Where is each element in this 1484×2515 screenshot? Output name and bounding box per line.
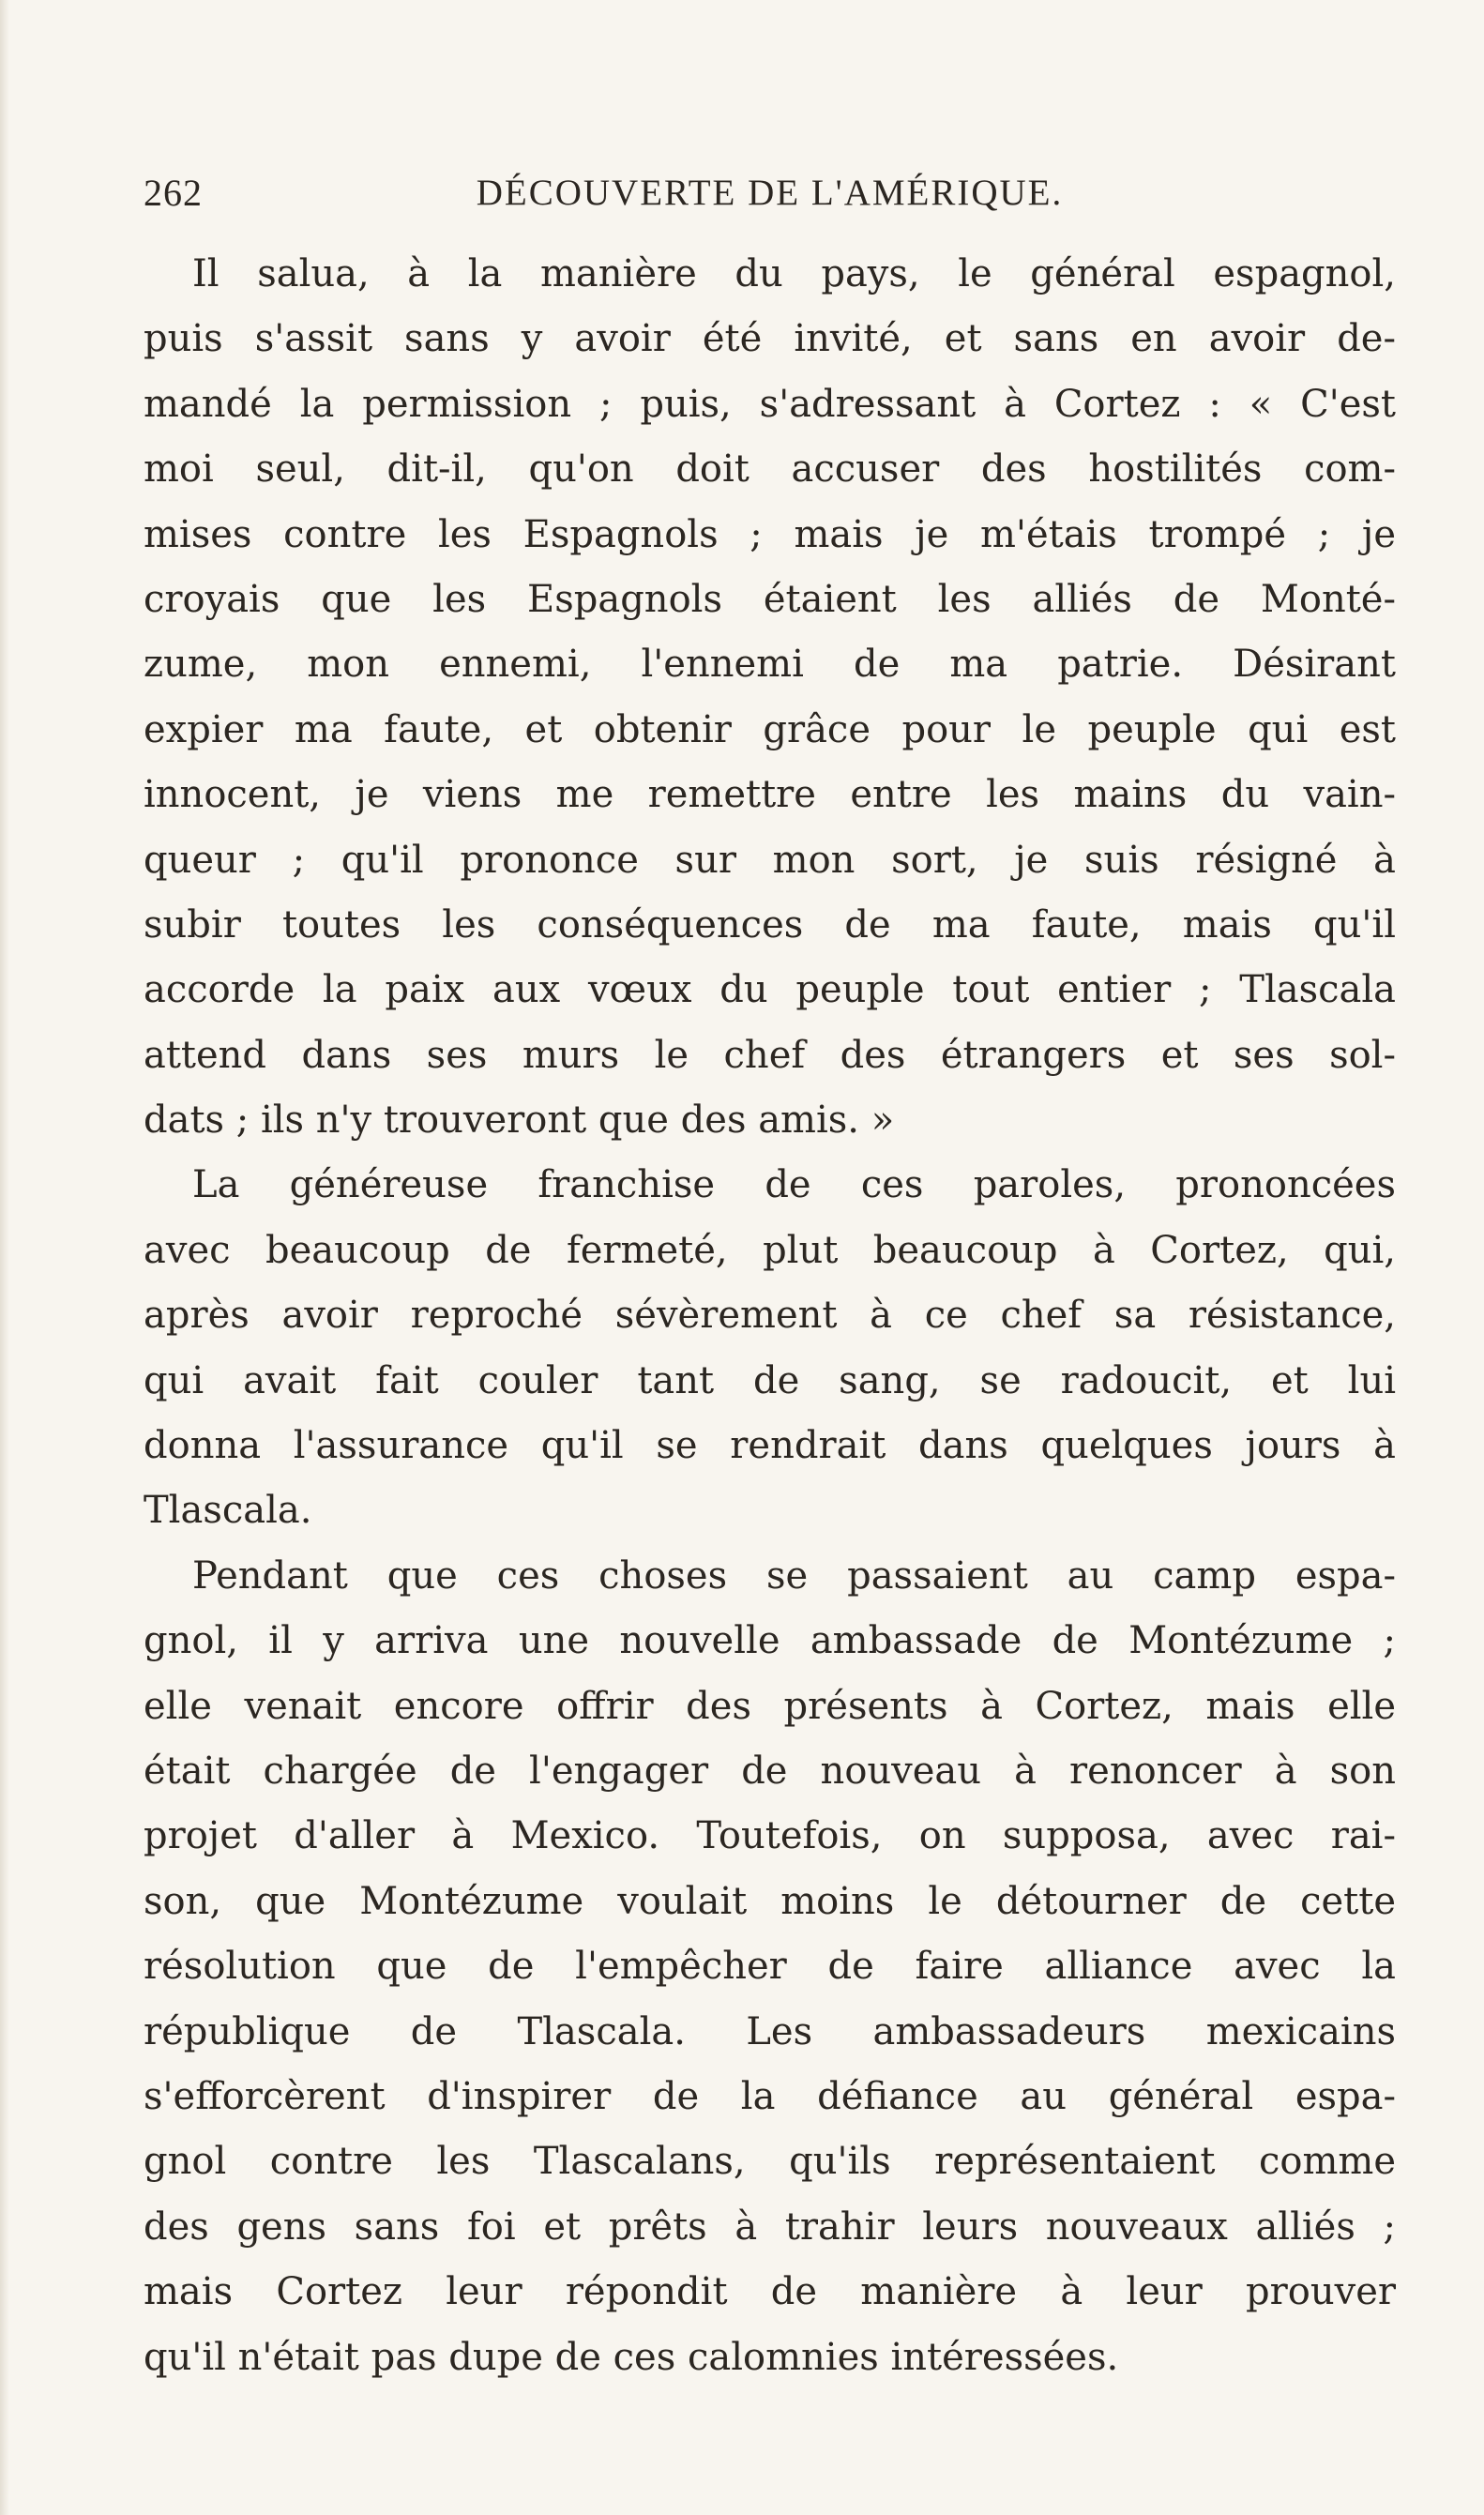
text-line: était chargée de l'engager de nouveau à renoncer à son: [144, 1749, 1396, 1793]
paragraph-3: [144, 1544, 1396, 2390]
text-line: après avoir reproché sévèrement à ce chef sa résistance,: [144, 1294, 1396, 1338]
body-text: [144, 242, 1396, 2390]
text-line: attend dans ses murs le chef des étrangers et ses sol-: [144, 1033, 1396, 1077]
text-line: gnol, il y arriva une nouvelle ambassade de Montézume ;: [144, 1619, 1396, 1663]
paragraph-2: [144, 1153, 1396, 1543]
text-line: république de Tlascala. Les ambassadeurs mexicains: [144, 2009, 1396, 2053]
text-line: croyais que les Espagnols étaient les alliés de Monté-: [144, 577, 1396, 621]
text-line: innocent, je viens me remettre entre les mains du vain-: [144, 773, 1396, 817]
text-line: qu'il n'était pas dupe de ces calomnies intéressées.: [144, 2335, 1119, 2379]
text-line: avec beaucoup de fermeté, plut beaucoup à Cortez, qui,: [144, 1228, 1396, 1272]
running-title: DÉCOUVERTE DE L'AMÉRIQUE.: [476, 173, 1064, 213]
text-line: donna l'assurance qu'il se rendrait dans quelques jours à: [144, 1424, 1396, 1468]
text-line: gnol contre les Tlascalans, qu'ils représentaient comme: [144, 2140, 1396, 2184]
page-header: [144, 167, 1396, 220]
text-line: mises contre les Espagnols ; mais je m'étais trompé ; je: [144, 512, 1396, 556]
paragraph-1: [144, 242, 1396, 1153]
text-line: queur ; qu'il prononce sur mon sort, je suis résigné à: [144, 838, 1396, 882]
text-line: projet d'aller à Mexico. Toutefois, on supposa, avec rai-: [144, 1814, 1396, 1858]
text-line: puis s'assit sans y avoir été invité, et sans en avoir de-: [144, 317, 1396, 361]
page-number: 262: [144, 172, 203, 214]
text-line: des gens sans foi et prêts à trahir leurs nouveaux alliés ;: [144, 2204, 1396, 2249]
text-line: s'efforcèrent d'inspirer de la défiance au général espa-: [144, 2074, 1396, 2118]
text-line: dats ; ils n'y trouveront que des amis. »: [144, 1098, 895, 1143]
text-line: zume, mon ennemi, l'ennemi de ma patrie. Désirant: [144, 643, 1396, 687]
text-line: son, que Montézume voulait moins le détourner de cette: [144, 1879, 1396, 1923]
text-line: expier ma faute, et obtenir grâce pour le peuple qui est: [144, 707, 1396, 751]
text-line: Il salua, à la manière du pays, le général espagnol,: [192, 252, 1396, 295]
text-line: qui avait fait couler tant de sang, se radoucit, et lui: [144, 1358, 1396, 1402]
text-line: Pendant que ces choses se passaient au camp espa-: [192, 1553, 1396, 1598]
text-line: mais Cortez leur répondit de manière à leur prouver: [144, 2270, 1396, 2314]
text-line: mandé la permission ; puis, s'adressant à Cortez : « C'est: [144, 382, 1396, 426]
text-line: La généreuse franchise de ces paroles, prononcées: [192, 1163, 1396, 1207]
text-line: moi seul, dit-il, qu'on doit accuser des hostilités com-: [144, 447, 1396, 492]
text-line: elle venait encore offrir des présents à Cortez, mais elle: [144, 1684, 1396, 1728]
text-line: résolution que de l'empêcher de faire alliance avec la: [144, 1945, 1396, 1989]
text-line: accorde la paix aux vœux du peuple tout entier ; Tlascala: [144, 968, 1396, 1012]
scan-edge: [0, 0, 9, 2515]
text-line: Tlascala.: [144, 1489, 312, 1533]
text-line: subir toutes les conséquences de ma faute, mais qu'il: [144, 902, 1396, 947]
